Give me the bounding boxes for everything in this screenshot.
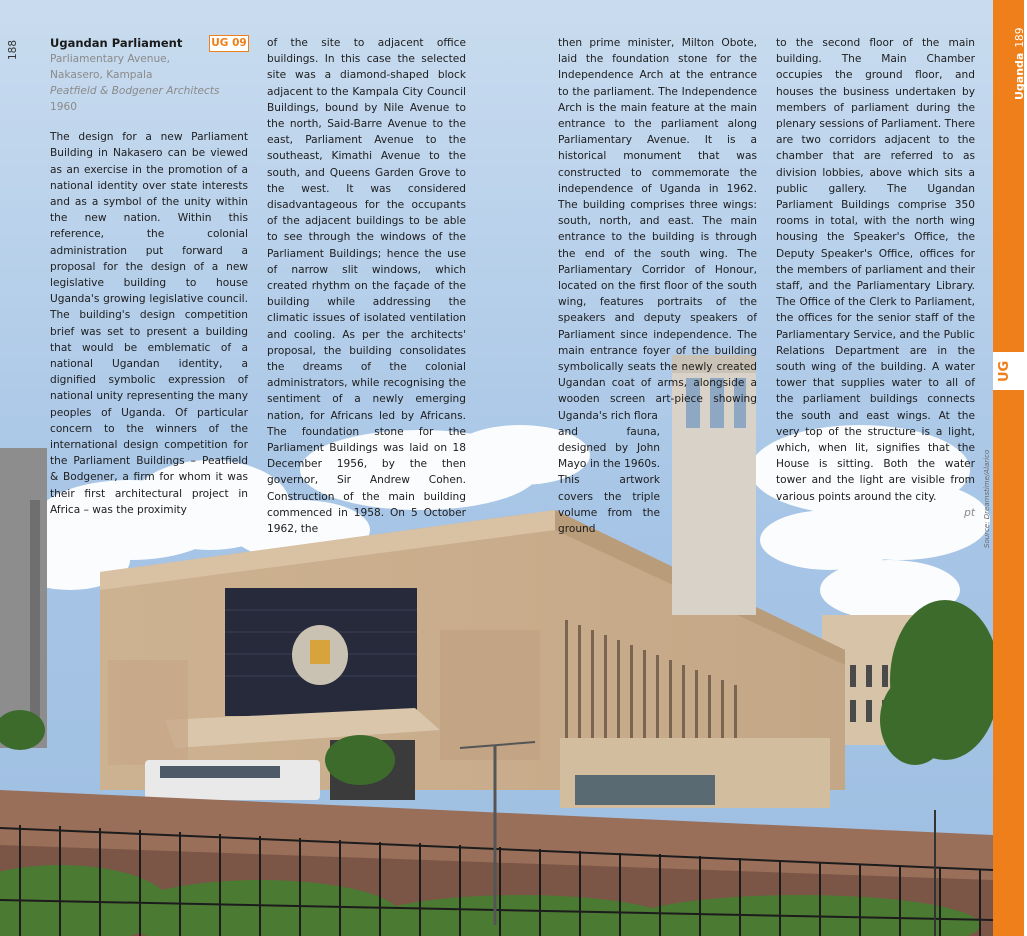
text-column-3	[558, 35, 757, 537]
relief-panel-left	[108, 660, 188, 765]
country-tab-label: UG	[997, 360, 1012, 382]
band-header	[993, 27, 1026, 116]
body-paragraph: of the site to adjacent office buildings. In this case the selected site was a diamond-shaped block adjacent to the Kampala City Council Buildings, bound by Nile Avenue to the north, Said-Barre Avenue to the east, Parliament Avenue to the southeast, Kimathi Avenue to the south, and Queens Garden Grove to the west. It was considered disadvantageous for the occupants of the adjacent buildings to be able to see through the windows of the Parliament Buildings; hence the use of narrow slit windows, which created rhythm on the façade of the building while addressing the climatic issues of isolated ventilation and cooling. As per the architects' proposal, the building consolidates the dreams of the colonial administrators, while recognising the sentiment of a newly emerging nation, for Africans led by Africans. The foundation stone for the Parliament Buildings was laid on 18 December 1956, by the then governor, Sir Andrew Cohen. Construction of the main building commenced in 1958. On 5 October 1962, the	[267, 37, 466, 536]
country-tab	[993, 352, 1024, 390]
body-paragraph: to the second floor of the main building. The Main Chamber occupies the ground floor, and houses the business undertaken by members of parliament during the plenary sessions of Parliament. There are two corridors adjacent to the chamber that are referred to as division lobbies, above which sits a public gallery. The Ugandan Parliament Buildings comprise 350 rooms in total, with the north wing housing the Speaker's Office, the Deputy Speaker's Office, offices for the members of parliament and their staff, and the Parliamentary Library. The Office of the Clerk to Parliament, the offices for the senior staff of the Parliamentary Service, and the Public Relations Department are in the south wing of the building. A water tower that supplies water to all of the parliament buildings connects the south and east wings. At the very top of the structure is a light, which, when lit, signifies that the House is sitting. Both the water tower and the light are visible from various points around the city.	[776, 37, 975, 503]
entry-code-badge: UG 09	[209, 35, 249, 52]
body-paragraph-narrow: and fauna, designed by John Mayo in the 1960s. This artwork covers the triple volume from the ground	[558, 425, 660, 536]
entry-year: 1960	[50, 101, 77, 114]
entry-title: Ugandan Parliament	[50, 36, 183, 50]
photo-credit: Source: Dreamstime/Alarico	[983, 449, 991, 548]
page-number-right: 189	[1014, 27, 1026, 48]
body-paragraph: The design for a new Parliament Building in Nakasero can be viewed as an exercise in the promotion of a national identity over state interests and as a symbol of the unity within the new nation. Within this reference, the colonial administration put forward a proposal for the design of a new legislative building to house Uganda's growing legislative council. The building's design competition brief was set to present a building that would be emblematic of a national Ugandan identity, a dignified symbolic expression of national unity representing the many peoples of Uganda. Of particular concern to the winners of the international design competition for the Parliament Buildings – Peatfield & Bodgener, a firm for whom it was their first architectural project in Africa – was the proximity	[50, 131, 248, 516]
entry-address-1: Parliamentary Avenue,	[50, 53, 171, 66]
text-column-4	[776, 35, 975, 521]
body-paragraph: then prime minister, Milton Obote, laid the foundation stone for the Independence Arch at the entrance to the parliament. The Independence Arch is the main feature at the main entrance to the parliament along Parliamentary Avenue. It is a historical monument that was constructed to commemorate the independence of Uganda in 1962. The building comprises three wings: south, north, and east. The main entrance to the building is through the end of the south wing. The Parliamentary Corridor of Honour, located on the first floor of the south wing, features portraits of the speakers and deputy speakers of Parliament since independence. The main entrance foyer of the building symbolically seats the newly created Ugandan coat of arms, alongside a wooden screen art-piece showing Uganda's rich flora	[558, 37, 757, 422]
country-label: Uganda	[1013, 52, 1026, 100]
text-column-1	[50, 35, 248, 518]
relief-panel-right	[440, 630, 540, 760]
author-initials: pt	[964, 506, 975, 519]
page-number-left-text: 188	[7, 39, 19, 61]
text-column-2	[267, 35, 466, 537]
entry-address-2: Nakasero, Kampala	[50, 69, 153, 82]
entry-architect: Peatfield & Bodgener Architects	[50, 85, 220, 98]
country-band	[993, 0, 1024, 936]
page-number-left	[5, 36, 21, 66]
